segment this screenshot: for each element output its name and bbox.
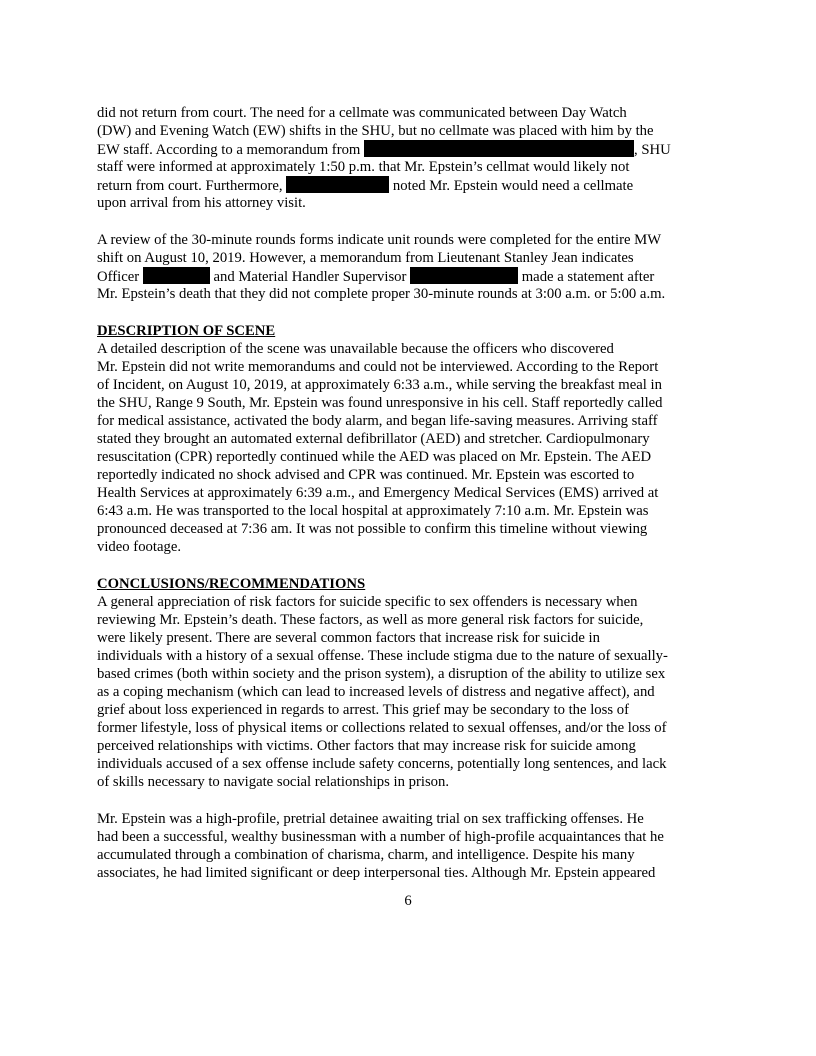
text-line: shift on August 10, 2019. However, a memorandum from Lieutenant Stanley Jean indicates [97, 250, 634, 266]
text-line: reportedly indicated no shock advised and CPR was continued. Mr. Epstein was escorted to [97, 467, 635, 483]
redaction-block [286, 176, 389, 193]
text-line: stated they brought an automated external defibrillator (AED) and stretcher. Cardiopulmonary [97, 431, 650, 447]
text-line: the SHU, Range 9 South, Mr. Epstein was found unresponsive in his cell. Staff reportedly called [97, 395, 663, 411]
text-line: individuals with a history of a sexual offense. These include stigma due to the nature of sexually- [97, 648, 668, 664]
text-line: Mr. Epstein did not write memorandums and could not be interviewed. According to the Report [97, 359, 659, 375]
text-span: , SHU [634, 142, 671, 158]
text-line: for medical assistance, activated the body alarm, and began life-saving measures. Arriving staff [97, 413, 658, 429]
section-heading-description-of-scene: DESCRIPTION OF SCENE [97, 323, 276, 339]
text-line: resuscitation (CPR) reportedly continued while the AED was placed on Mr. Epstein. The AED [97, 449, 652, 465]
text-line: of Incident, on August 10, 2019, at approximately 6:33 a.m., while serving the breakfast meal in [97, 377, 662, 393]
text-span: and Material Handler Supervisor [213, 269, 407, 285]
text-line: as a coping mechanism (which can lead to increased levels of distress and negative affect), and [97, 684, 655, 700]
text-line: grief about loss experienced in regards to arrest. This grief may be secondary to the loss of [97, 702, 629, 718]
text-line: Health Services at approximately 6:39 a.m., and Emergency Medical Services (EMS) arrived at [97, 485, 659, 501]
text-line: former lifestyle, loss of physical items or collections related to sexual offenses, and/or the loss of [97, 720, 667, 736]
text-line: A general appreciation of risk factors for suicide specific to sex offenders is necessary when [97, 594, 638, 610]
text-line [97, 176, 633, 195]
text-line: Mr. Epstein’s death that they did not complete proper 30-minute rounds at 3:00 a.m. or 5:00 a.m. [97, 286, 666, 302]
text-line: based crimes (both within society and the prison system), a disruption of the ability to utilize sex [97, 666, 666, 682]
text-line: individuals accused of a sex offense include safety concerns, potentially long sentences, and lack [97, 756, 667, 772]
text-line: Mr. Epstein was a high-profile, pretrial detainee awaiting trial on sex trafficking offenses. He [97, 811, 644, 827]
redaction-block [364, 140, 634, 157]
text-line: of skills necessary to navigate social relationships in prison. [97, 774, 450, 790]
text-line: upon arrival from his attorney visit. [97, 195, 306, 211]
text-line [97, 267, 654, 286]
text-line: had been a successful, wealthy businessman with a number of high-profile acquaintances that he [97, 829, 664, 845]
redaction-block [143, 267, 210, 284]
page-number: 6 [404, 893, 412, 909]
text-span: noted Mr. Epstein would need a cellmate [392, 178, 634, 194]
text-line: video footage. [97, 539, 182, 555]
text-line: (DW) and Evening Watch (EW) shifts in the SHU, but no cellmate was placed with him by the [97, 123, 654, 139]
text-line: 6:43 a.m. He was transported to the local hospital at approximately 7:10 a.m. Mr. Epstein was [97, 503, 649, 519]
text-line: A review of the 30-minute rounds forms indicate unit rounds were completed for the entire MW [97, 232, 662, 248]
text-line: A detailed description of the scene was unavailable because the officers who discovered [97, 341, 614, 357]
text-line: did not return from court. The need for a cellmate was communicated between Day Watch [97, 105, 627, 121]
text-line: staff were informed at approximately 1:50 p.m. that Mr. Epstein’s cellmat would likely not [97, 159, 630, 175]
text-line: accumulated through a combination of charisma, charm, and intelligence. Despite his many [97, 847, 635, 863]
text-line: perceived relationships with victims. Other factors that may increase risk for suicide among [97, 738, 636, 754]
text-span: Officer [97, 269, 140, 285]
redaction-block [410, 267, 518, 284]
text-line: reviewing Mr. Epstein’s death. These factors, as well as more general risk factors for suicide, [97, 612, 644, 628]
text-line: associates, he had limited significant or deep interpersonal ties. Although Mr. Epstein appeared [97, 865, 656, 881]
text-span: return from court. Furthermore, [97, 178, 283, 194]
text-span: made a statement after [521, 269, 655, 285]
text-line: pronounced deceased at 7:36 am. It was not possible to confirm this timeline without viewing [97, 521, 648, 537]
section-heading-conclusions-recommendations: CONCLUSIONS/RECOMMENDATIONS [97, 576, 366, 592]
text-span: EW staff. According to a memorandum from [97, 142, 361, 158]
text-line [97, 140, 671, 159]
text-line: were likely present. There are several common factors that increase risk for suicide in [97, 630, 600, 646]
